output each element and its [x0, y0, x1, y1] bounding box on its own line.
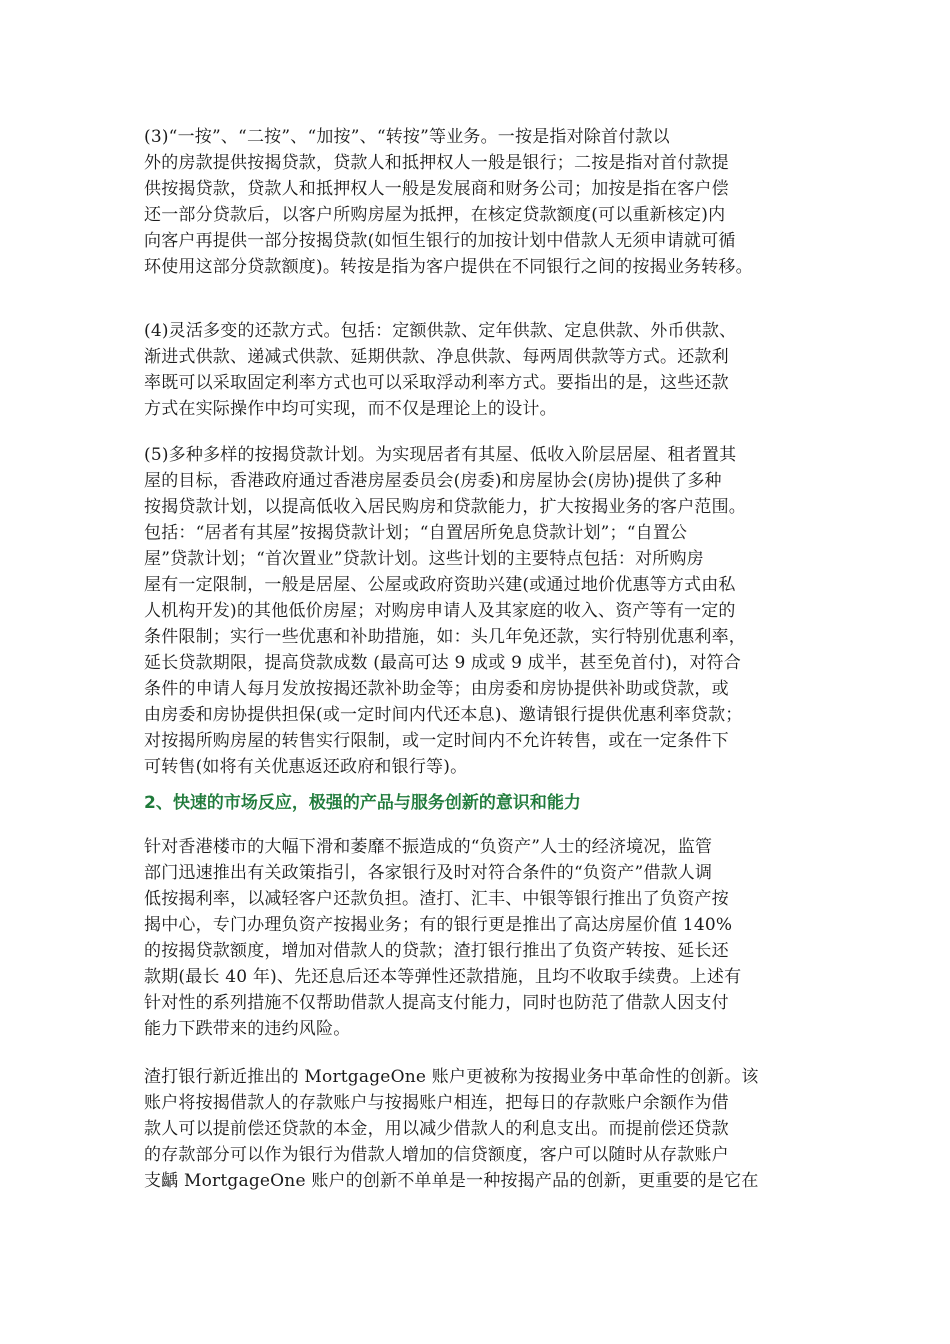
text-line: 屋有一定限制，一般是居屋、公屋或政府资助兴建(或通过地价优惠等方式由私: [144, 575, 736, 595]
text-line: (3)“一按”、“二按”、“加按”、“转按”等业务。一按是指对除首付款以: [144, 127, 670, 147]
text-line: 对按揭所购房屋的转售实行限制，或一定时间内不允许转售，或在一定条件下: [144, 731, 729, 751]
text-line: 款人可以提前偿还贷款的本金，用以减少借款人的利息支出。而提前偿还贷款: [144, 1119, 729, 1139]
text-line: 环使用这部分贷款额度)。转按是指为客户提供在不同银行之间的按揭业务转移。: [144, 257, 753, 277]
text-line: 低按揭利率，以减轻客户还款负担。渣打、汇丰、中银等银行推出了负资产按: [144, 889, 729, 909]
text-line: 屋的目标，香港政府通过香港房屋委员会(房委)和房屋协会(房协)提供了多种: [144, 471, 722, 491]
text-line: 款期(最长 40 年)、先还息后还本等弹性还款措施，且均不收取手续费。上述有: [144, 967, 742, 987]
section-heading: 2、快速的市场反应，极强的产品与服务创新的意识和能力: [144, 793, 581, 813]
text-line: 揭中心，专门办理负资产按揭业务；有的银行更是推出了高达房屋价值 140%: [144, 915, 733, 935]
text-line: 向客户再提供一部分按揭贷款(如恒生银行的加按计划中借款人无须申请就可循: [144, 231, 736, 251]
text-line: 能力下跌带来的违约风险。: [144, 1019, 351, 1039]
paragraph-repayment-methods: [144, 318, 824, 422]
text-line: 的存款部分可以作为银行为借款人增加的信贷额度，客户可以随时从存款账户: [144, 1145, 729, 1165]
paragraph-mortgageone: [144, 1064, 824, 1194]
text-line: 由房委和房协提供担保(或一定时间内代还本息)、邀请银行提供优惠利率贷款；: [144, 705, 743, 725]
text-line: 还一部分贷款后，以客户所购房屋为抵押，在核定贷款额度(可以重新核定)内: [144, 205, 726, 225]
paragraph-market-response: [144, 834, 824, 1042]
text-line: 方式在实际操作中均可实现，而不仅是理论上的设计。: [144, 399, 557, 419]
text-line: 条件限制；实行一些优惠和补助措施，如：头几年免还款，实行特别优惠利率，: [144, 627, 746, 647]
paragraph-loan-schemes: [144, 442, 824, 780]
text-line: 针对性的系列措施不仅帮助借款人提高支付能力，同时也防范了借款人因支付: [144, 993, 729, 1013]
text-line: 可转售(如将有关优惠返还政府和银行等)。: [144, 757, 468, 777]
text-line: 渐进式供款、递减式供款、延期供款、净息供款、每两周供款等方式。还款利: [144, 347, 729, 367]
text-line: 率既可以采取固定利率方式也可以采取浮动利率方式。要指出的是，这些还款: [144, 373, 729, 393]
text-line: 渣打银行新近推出的 MortgageOne 账户更被称为按揭业务中革命性的创新。该: [144, 1067, 759, 1087]
text-line: 屋”贷款计划；“首次置业”贷款计划。这些计划的主要特点包括：对所购房: [144, 549, 704, 569]
text-line: 针对香港楼市的大幅下滑和萎靡不振造成的“负资产”人士的经济境况，监管: [144, 837, 713, 857]
text-line: 条件的申请人每月发放按揭还款补助金等；由房委和房协提供补助或贷款，或: [144, 679, 729, 699]
text-line: 包括：“居者有其屋”按揭贷款计划；“自置居所免息贷款计划”；“自置公: [144, 523, 688, 543]
paragraph-mortgage-types: [144, 124, 824, 280]
text-line: 供按揭贷款，贷款人和抵押权人一般是发展商和财务公司；加按是指在客户偿: [144, 179, 729, 199]
text-line: 人机构开发)的其他低价房屋；对购房申请人及其家庭的收入、资产等有一定的: [144, 601, 736, 621]
text-line: (5)多种多样的按揭贷款计划。为实现居者有其屋、低收入阶层居屋、租者置其: [144, 445, 737, 465]
text-line: (4)灵活多变的还款方式。包括：定额供款、定年供款、定息供款、外币供款、: [144, 321, 737, 341]
text-line: 延长贷款期限，提高贷款成数 (最高可达 9 成或 9 成半，甚至免首付)，对符合: [144, 653, 741, 673]
text-line: 按揭贷款计划，以提高低收入居民购房和贷款能力，扩大按揭业务的客户范围。: [144, 497, 746, 517]
text-line: 账户将按揭借款人的存款账户与按揭账户相连，把每日的存款账户余额作为借: [144, 1093, 729, 1113]
text-line: 外的房款提供按揭贷款，贷款人和抵押权人一般是银行；二按是指对首付款提: [144, 153, 729, 173]
text-line: 的按揭贷款额度，增加对借款人的贷款；渣打银行推出了负资产转按、延长还: [144, 941, 729, 961]
text-line: 部门迅速推出有关政策指引，各家银行及时对符合条件的“负资产”借款人调: [144, 863, 713, 883]
text-line: 支齲 MortgageOne 账户的创新不单单是一种按揭产品的创新，更重要的是它在: [144, 1171, 759, 1191]
